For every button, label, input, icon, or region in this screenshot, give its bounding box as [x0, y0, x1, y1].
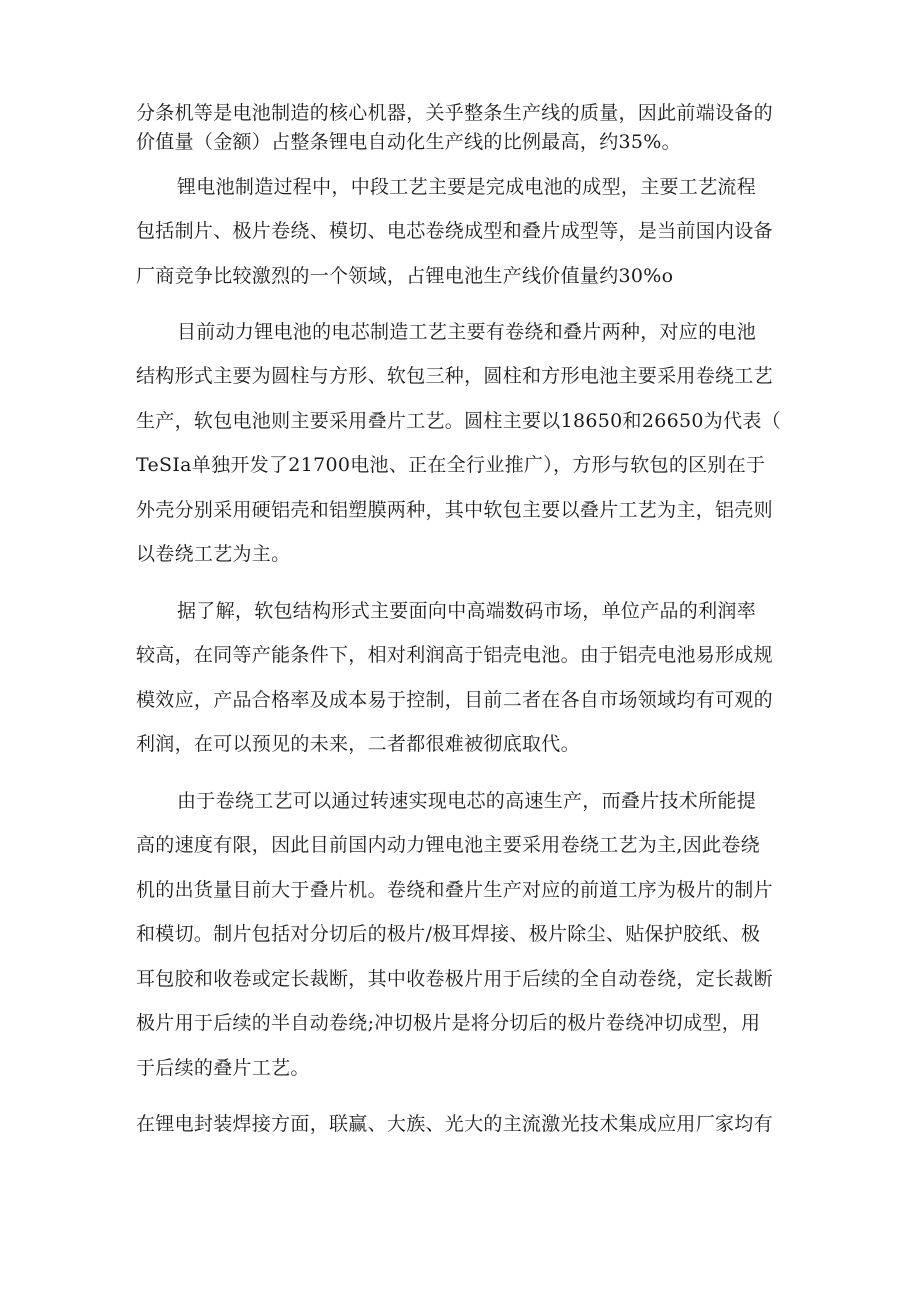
- text-line: 包括制片、极片卷绕、模切、电芯卷绕成型和叠片成型等，是当前国内设备: [136, 220, 773, 242]
- text-line: 生产，软包电池则主要采用叠片工艺。圆柱主要以18650和26650为代表（: [136, 410, 781, 432]
- text-line: 和模切。制片包括对分切后的极片/极耳焊接、极片除尘、贴保护胶纸、极: [136, 923, 761, 945]
- text-line: 机的出货量目前大于叠片机。卷绕和叠片生产对应的前道工序为极片的制片: [136, 879, 773, 901]
- text-line: 由于卷绕工艺可以通过转速实现电芯的高速生产，而叠片技术所能提: [177, 790, 757, 812]
- text-line: 价值量（金额）占整条锂电自动化生产线的比例最高，约35%。: [136, 131, 681, 153]
- text-line: 锂电池制造过程中，中段工艺主要是完成电池的成型，主要工艺流程: [177, 176, 757, 198]
- text-line: 高的速度有限，因此目前国内动力锂电池主要采用卷绕工艺为主,因此卷绕: [136, 834, 760, 856]
- text-line: 利润，在可以预见的未来，二者都很难被彻底取代。: [136, 733, 580, 755]
- text-line: TeSIa单独开发了21700电池、正在全行业推广），方形与软包的区别在于: [136, 454, 766, 476]
- text-line: 极片用于后续的半自动卷绕;冲切极片是将分切后的极片卷绕冲切成型，用: [136, 1012, 761, 1034]
- text-line: 据了解，软包结构形式主要面向中高端数码市场，单位产品的利润率: [177, 600, 757, 622]
- text-line: 分条机等是电池制造的核心机器，关乎整条生产线的质量，因此前端设备的: [136, 102, 773, 124]
- text-line: 在锂电封装焊接方面，联赢、大族、光大的主流激光技术集成应用厂家均有: [136, 1113, 773, 1135]
- text-line: 较高，在同等产能条件下，相对利润高于铝壳电池。由于铝壳电池易形成规: [136, 644, 773, 666]
- text-line: 耳包胶和收卷或定长裁断，其中收卷极片用于后续的全自动卷绕，定长裁断: [136, 968, 773, 990]
- text-line: 外壳分别采用硬铝壳和铝塑膜两种，其中软包主要以叠片工艺为主，铝壳则: [136, 499, 773, 521]
- text-line: 于后续的叠片工艺。: [136, 1057, 310, 1079]
- text-line: 厂商竞争比较激烈的一个领域，占锂电池生产线价值量约30%o: [136, 265, 674, 287]
- text-line: 结构形式主要为圆柱与方形、软包三种，圆柱和方形电池主要采用卷绕工艺: [136, 365, 773, 387]
- text-line: 模效应，产品合格率及成本易于控制，目前二者在各自市场领域均有可观的: [136, 689, 773, 711]
- text-line: 目前动力锂电池的电芯制造工艺主要有卷绕和叠片两种，对应的电池: [177, 321, 757, 343]
- text-line: 以卷绕工艺为主。: [136, 543, 291, 565]
